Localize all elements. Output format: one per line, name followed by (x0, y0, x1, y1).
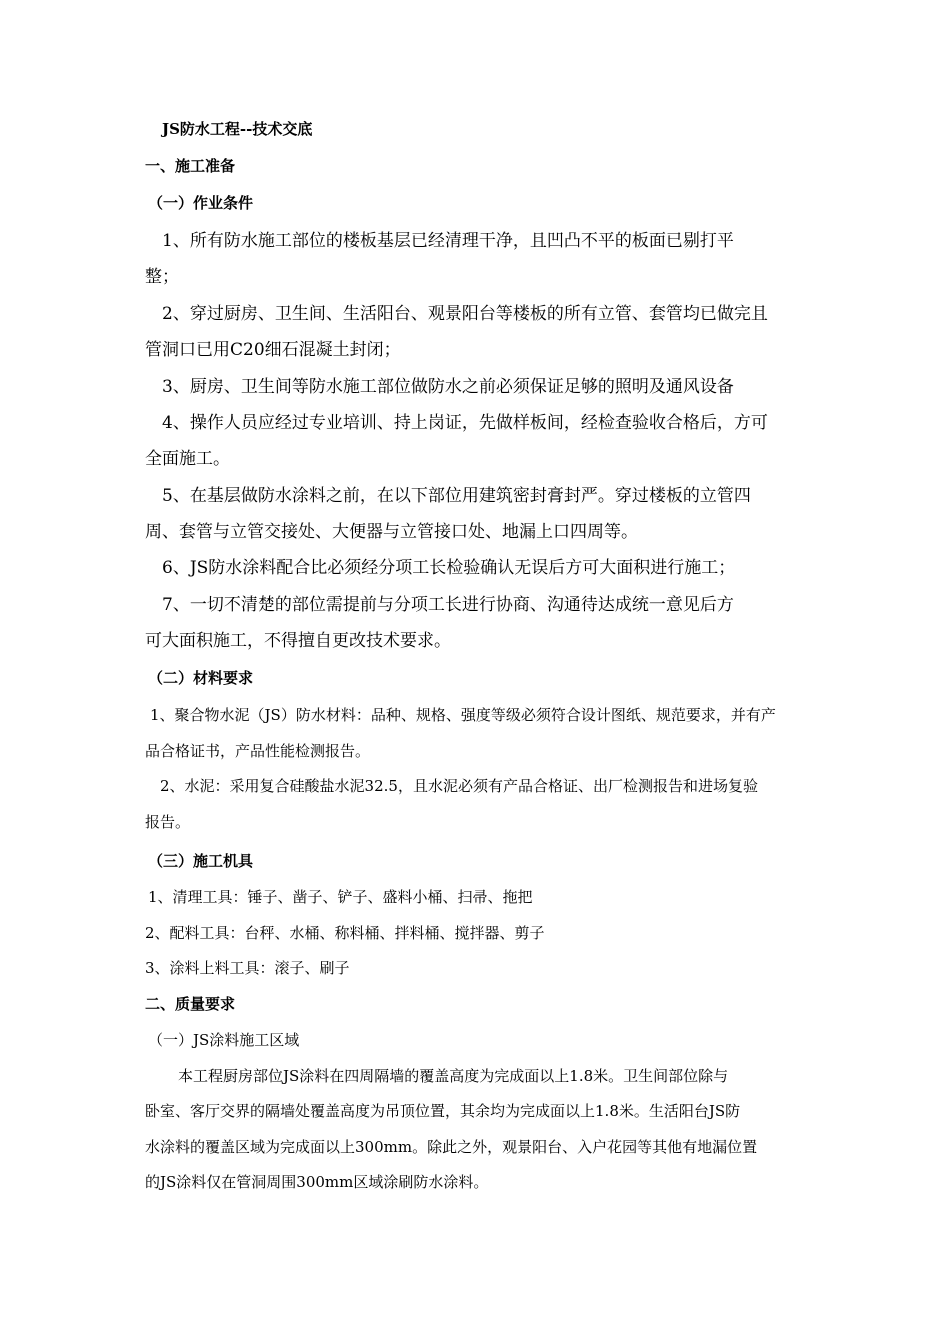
list-item: 1、清理工具：锤子、凿子、铲子、盛料小桶、扫帚、拖把 (148, 888, 533, 906)
paragraph-line: 品合格证书，产品性能检测报告。 (145, 742, 371, 760)
paragraph-line: 2、水泥：采用复合硅酸盐水泥32.5，且水泥必须有产品合格证、出厂检测报告和进场复验 (160, 777, 758, 795)
paragraph-line: 管洞口已用C20细石混凝土封闭； (145, 340, 401, 360)
subsection-1-2-heading: （二）材料要求 (148, 669, 254, 687)
paragraph-line: 3、厨房、卫生间等防水施工部位做防水之前必须保证足够的照明及通风设备 (162, 377, 734, 397)
list-item: 2、配料工具：台秤、水桶、称料桶、拌料桶、搅拌器、剪子 (145, 924, 545, 942)
paragraph-line: 本工程厨房部位JS涂料在四周隔墙的覆盖高度为完成面以上1.8米。卫生间部位除与 (178, 1067, 729, 1085)
paragraph-line: 5、在基层做防水涂料之前，在以下部位用建筑密封膏封严。穿过楼板的立管四 (162, 486, 751, 506)
paragraph-line: 整； (145, 267, 179, 287)
section-2-heading: 二、质量要求 (145, 995, 236, 1013)
paragraph-line: 可大面积施工，不得擅自更改技术要求。 (145, 631, 451, 651)
paragraph-line: 2、穿过厨房、卫生间、生活阳台、观景阳台等楼板的所有立管、套管均已做完且 (162, 304, 768, 324)
paragraph-line: 全面施工。 (145, 449, 230, 469)
paragraph-line: 报告。 (145, 813, 191, 831)
paragraph-line: 卧室、客厅交界的隔墙处覆盖高度为吊顶位置，其余均为完成面以上1.8米。生活阳台JS防 (145, 1102, 741, 1120)
paragraph-line: 周、套管与立管交接处、大便器与立管接口处、地漏上口四周等。 (145, 522, 638, 542)
subsection-1-1-heading: （一）作业条件 (148, 194, 254, 212)
subsection-1-3-heading: （三）施工机具 (148, 852, 254, 870)
list-item: 3、涂料上料工具：滚子、刷子 (145, 959, 350, 977)
paragraph-line: 1、聚合物水泥（JS）防水材料：品种、规格、强度等级必须符合设计图纸、规范要求，并有产 (150, 706, 776, 724)
paragraph-line: 6、JS防水涂料配合比必须经分项工长检验确认无误后方可大面积进行施工； (162, 558, 736, 578)
paragraph-line: 1、所有防水施工部位的楼板基层已经清理干净，且凹凸不平的板面已剔打平 (162, 231, 734, 251)
paragraph-line: 水涂料的覆盖区域为完成面以上300mm。除此之外，观景阳台、入户花园等其他有地漏位置 (145, 1138, 758, 1156)
subsection-2-1-heading: （一）JS涂料施工区域 (148, 1031, 300, 1049)
section-1-heading: 一、施工准备 (145, 157, 236, 175)
document-title: JS防水工程--技术交底 (162, 120, 313, 138)
paragraph-line: 7、一切不清楚的部位需提前与分项工长进行协商、沟通待达成统一意见后方 (162, 595, 734, 615)
paragraph-line: 的JS涂料仅在管洞周围300mm区域涂刷防水涂料。 (145, 1173, 489, 1191)
paragraph-line: 4、操作人员应经过专业培训、持上岗证，先做样板间，经检查验收合格后，方可 (162, 413, 768, 433)
